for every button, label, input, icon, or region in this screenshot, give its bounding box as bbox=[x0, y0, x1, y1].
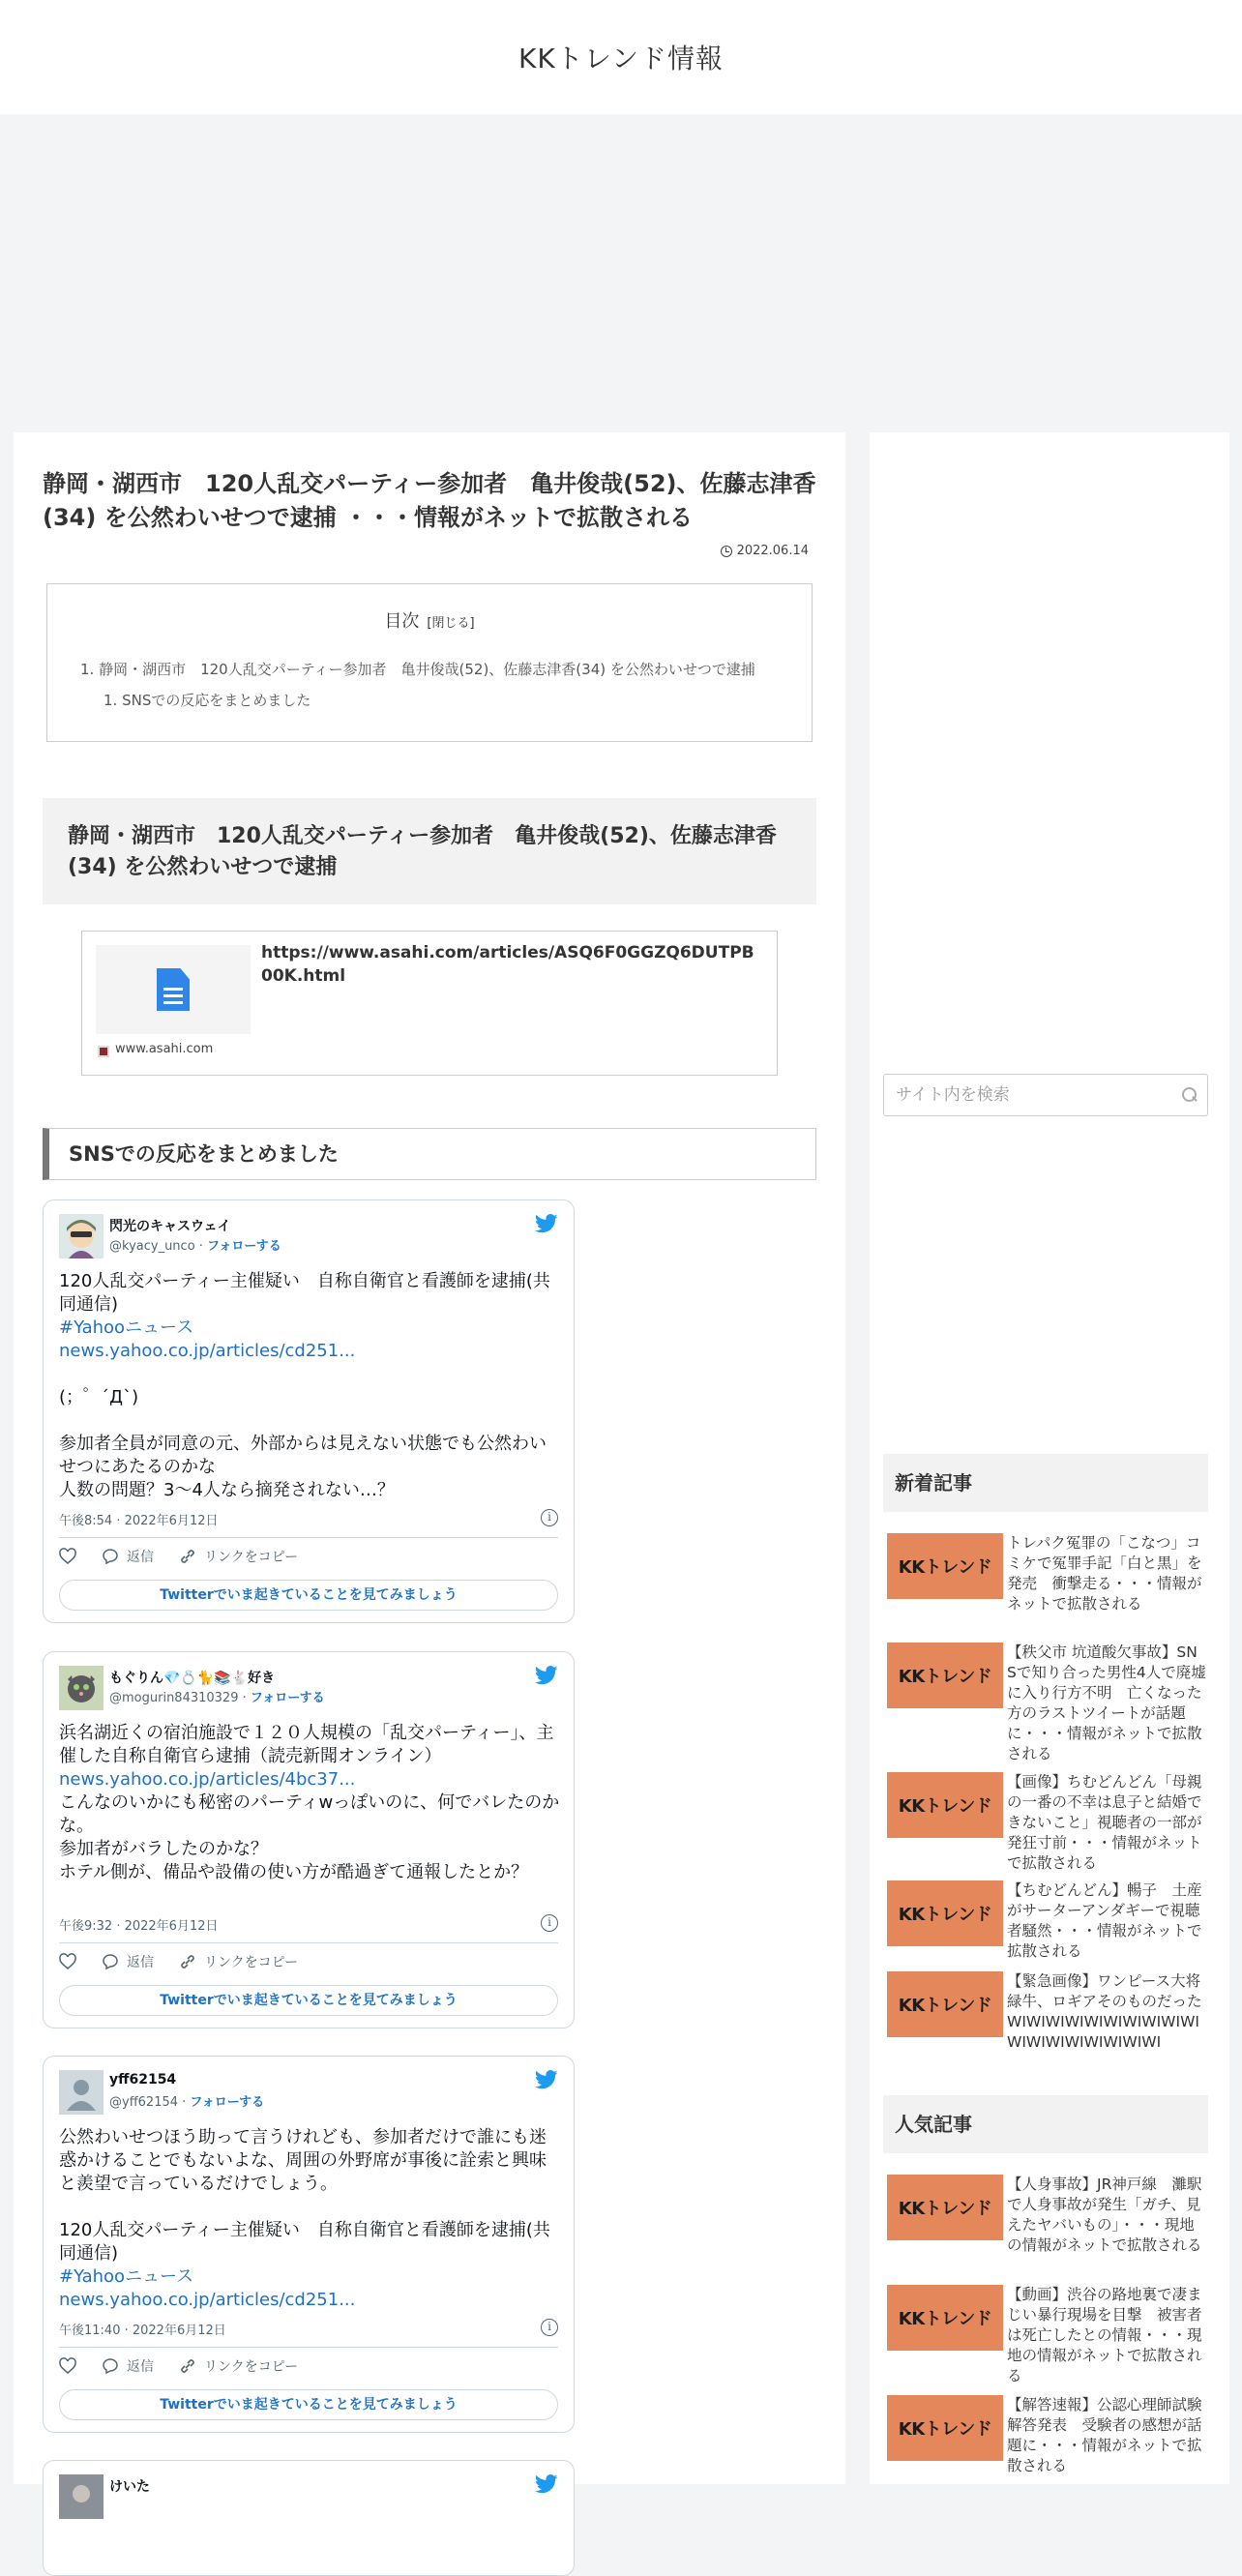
follow-button[interactable]: フォローする bbox=[250, 1691, 325, 1705]
reply-label: 返信 bbox=[127, 2359, 154, 2375]
search-icon[interactable] bbox=[1182, 1087, 1198, 1103]
like-button[interactable] bbox=[59, 2358, 76, 2374]
twitter-cta-button[interactable]: Twitterでいま起きていることを見てみましょう bbox=[59, 1985, 558, 2016]
follow-button[interactable]: フォローする bbox=[190, 2095, 265, 2110]
article-thumbnail[interactable]: KKトレンド bbox=[887, 2175, 1003, 2240]
table-of-contents bbox=[46, 583, 813, 742]
tweet-url-link[interactable]: news.yahoo.co.jp/articles/cd251... bbox=[59, 2290, 356, 2310]
reply-icon bbox=[102, 2358, 119, 2374]
article-title-link[interactable]: 【緊急画像】ワンピース大将緑牛、ロギアそのものだった WIWIWIWIWIWIWIWIWIWIWIWIWIWIWIWIWIWI bbox=[1007, 1972, 1202, 2051]
link-card-thumbnail bbox=[96, 945, 251, 1034]
reply-label: 返信 bbox=[127, 1955, 154, 1970]
twitter-bird-icon[interactable] bbox=[535, 2070, 558, 2089]
post-date-text: 2022.06.14 bbox=[736, 544, 809, 558]
new-article-item[interactable] bbox=[887, 1880, 1206, 1962]
tweet-actions bbox=[59, 1952, 323, 1971]
tweet-actions bbox=[59, 2356, 323, 2376]
popular-articles-heading: 人気記事 bbox=[883, 2095, 1208, 2153]
hashtag-link[interactable]: #Yahooニュース bbox=[59, 1318, 194, 1338]
twitter-cta-button[interactable]: Twitterでいま起きていることを見てみましょう bbox=[59, 2389, 558, 2420]
twitter-bird-icon[interactable] bbox=[535, 2474, 558, 2494]
reply-button[interactable] bbox=[102, 1547, 154, 1566]
handle-text[interactable]: @yff62154 bbox=[109, 2095, 179, 2110]
favicon-icon bbox=[98, 1046, 109, 1057]
reply-button[interactable] bbox=[102, 2356, 154, 2376]
toc-toggle-link[interactable]: [閉じる] bbox=[427, 616, 475, 631]
popular-article-item[interactable] bbox=[887, 2175, 1206, 2256]
subsection-heading: SNSでの反応をまとめました bbox=[43, 1128, 816, 1180]
info-icon[interactable]: i bbox=[541, 1509, 558, 1526]
reply-button[interactable] bbox=[102, 1952, 154, 1971]
clock-icon bbox=[721, 546, 732, 557]
article-thumbnail[interactable]: KKトレンド bbox=[887, 1880, 1003, 1946]
tweet-author-name[interactable]: yff62154 bbox=[109, 2072, 177, 2087]
tweet-url-link[interactable]: news.yahoo.co.jp/articles/cd251... bbox=[59, 1341, 356, 1361]
tweet-author-handle: @mogurin84310329 · フォローする bbox=[109, 1691, 325, 1705]
tweet-author-name[interactable]: もぐりん💎💍🐈📚🐇好き bbox=[109, 1671, 276, 1686]
article-thumbnail[interactable]: KKトレンド bbox=[887, 1643, 1003, 1708]
handle-text[interactable]: @mogurin84310329 bbox=[109, 1691, 239, 1705]
section-heading: 静岡・湖西市 120人乱交パーティー参加者 亀井俊哉(52)、佐藤志津香(34) を公然わいせつで逮捕 bbox=[43, 798, 816, 904]
hashtag-link[interactable]: #Yahooニュース bbox=[59, 2266, 194, 2287]
article-title-link[interactable]: 【秩父市 坑道酸欠事故】SNSで知り合った男性4人で廃墟に入り行方不明 亡くなった方のラストツイートが話題に・・・情報がネットで拡散される bbox=[1007, 1643, 1206, 1762]
tweet-timestamp[interactable]: 午後11:40 · 2022年6月12日 bbox=[59, 2324, 226, 2338]
avatar[interactable] bbox=[59, 1666, 104, 1710]
tweet-body: 120人乱交パーティー主催疑い 自称自衛官と看護師を逮捕(共同通信) bbox=[59, 1271, 550, 1315]
article-title-link[interactable]: 【ちむどんどん】暢子 土産がサーターアンダギーで視聴者騒然・・・情報がネットで拡散される bbox=[1007, 1881, 1202, 1960]
main-content bbox=[14, 432, 845, 2495]
ad-banner-area bbox=[0, 114, 1242, 433]
toc-title: 目次 bbox=[384, 611, 420, 632]
popular-article-item[interactable] bbox=[887, 2285, 1206, 2386]
twitter-cta-button[interactable]: Twitterでいま起きていることを見てみましょう bbox=[59, 1580, 558, 1611]
reply-icon bbox=[102, 1954, 119, 1969]
handle-text[interactable]: @kyacy_unco bbox=[109, 1239, 195, 1254]
sidebar bbox=[870, 432, 1229, 2484]
article-thumbnail[interactable]: KKトレンド bbox=[887, 1971, 1003, 2037]
tweet-timestamp[interactable]: 午後9:32 · 2022年6月12日 bbox=[59, 1919, 219, 1934]
article-title: 静岡・湖西市 120人乱交パーティー参加者 亀井俊哉(52)、佐藤志津香(34) を公然わいせつで逮捕 ・・・情報がネットで拡散される bbox=[43, 470, 816, 531]
new-article-item[interactable] bbox=[887, 1772, 1206, 1874]
tweet-author-handle: @yff62154 · フォローする bbox=[109, 2095, 265, 2110]
tweet-url-link[interactable]: news.yahoo.co.jp/articles/4bc37... bbox=[59, 1769, 356, 1790]
heart-icon bbox=[59, 2358, 76, 2374]
divider bbox=[59, 2347, 558, 2348]
avatar[interactable] bbox=[59, 2474, 104, 2519]
follow-button[interactable]: フォローする bbox=[207, 1239, 281, 1254]
tweet-actions bbox=[59, 1547, 323, 1566]
tweet-body: 公然わいせつほう助って言うけれども、参加者だけで誰にも迷惑かけることでもないよな、周囲の外野席が事後に詮索と興味と羨望で言っているだけでしょう。 120人乱交パーティー主催疑い 自称自衛官と看護師を逮捕(共同通信) bbox=[59, 2127, 550, 2264]
info-icon[interactable]: i bbox=[541, 1914, 558, 1932]
divider bbox=[59, 1942, 558, 1943]
new-article-item[interactable] bbox=[887, 1971, 1206, 2053]
link-card-site: www.asahi.com bbox=[115, 1042, 214, 1056]
site-title[interactable]: KKトレンド情報 bbox=[518, 43, 724, 74]
tweet-text bbox=[59, 1722, 562, 1884]
heart-icon bbox=[59, 1549, 76, 1564]
tweet-body: (；゜´Д`) 参加者全員が同意の元、外部からは見えない状態でも公然わいせつにあたるのかな 人数の問題？3〜4人なら摘発されない…？ bbox=[59, 1387, 547, 1500]
reply-icon bbox=[102, 1549, 119, 1564]
tweet-text bbox=[59, 1270, 562, 1502]
search-input[interactable] bbox=[884, 1075, 1165, 1115]
article-title-link[interactable]: 【動画】渋谷の路地裏で凄まじい暴行現場を目撃 被害者は死亡したとの情報・・・現地の情報がネットで拡散される bbox=[1007, 2286, 1202, 2384]
copy-link-button[interactable] bbox=[179, 1952, 298, 1971]
new-articles-heading: 新着記事 bbox=[883, 1454, 1208, 1512]
tweet-timestamp[interactable]: 午後8:54 · 2022年6月12日 bbox=[59, 1514, 219, 1528]
heart-icon bbox=[59, 1954, 76, 1969]
article-thumbnail[interactable]: KKトレンド bbox=[887, 1533, 1003, 1599]
post-date bbox=[721, 544, 809, 558]
article-title-link[interactable]: 【解答速報】公認心理師試験 解答発表 受験者の感想が話題に・・・情報がネットで拡散される bbox=[1007, 2396, 1218, 2474]
reply-label: 返信 bbox=[127, 1550, 154, 1565]
copy-link-label: リンクをコピー bbox=[204, 2359, 299, 2375]
tweet-author-handle: @kyacy_unco · フォローする bbox=[109, 1239, 281, 1254]
embedded-tweet bbox=[43, 1651, 575, 2028]
tweet-author-name[interactable]: 閃光のキャスウェイ bbox=[109, 1219, 231, 1234]
info-icon[interactable]: i bbox=[541, 2319, 558, 2336]
tweet-author-name[interactable]: けいた bbox=[109, 2479, 150, 2495]
avatar[interactable] bbox=[59, 2070, 104, 2115]
new-article-item[interactable] bbox=[887, 1643, 1206, 1764]
article-title-link[interactable]: 【人身事故】JR神戸線 灘駅で人身事故が発生「ガチ、見えたヤバいもの」・・・現地の情報がネットで拡散される bbox=[1007, 2176, 1202, 2254]
article-thumbnail[interactable]: KKトレンド bbox=[887, 1772, 1003, 1838]
copy-link-button[interactable] bbox=[179, 2356, 298, 2376]
embedded-tweet bbox=[43, 2460, 575, 2576]
copy-link-label: リンクをコピー bbox=[204, 1955, 299, 1970]
new-article-item[interactable] bbox=[887, 1533, 1206, 1614]
article-title-link[interactable]: 【画像】ちむどんどん「母親の一番の不幸は息子と結婚できないこと」視聴者の一部が発狂寸前・・・情報がネットで拡散される bbox=[1007, 1773, 1202, 1872]
like-button[interactable] bbox=[59, 1954, 76, 1969]
twitter-bird-icon[interactable] bbox=[535, 1666, 558, 1685]
site-header bbox=[0, 0, 1242, 114]
tweet-body: 浜名湖近くの宿泊施設で１２０人規模の「乱交パーティー」、主催した自称自衛官ら逮捕（読売新聞オンライン） bbox=[59, 1723, 554, 1766]
toc-subitem[interactable]: 1. SNSでの反応をまとめました bbox=[104, 692, 311, 709]
popular-article-item[interactable] bbox=[887, 2395, 1218, 2476]
toc-heading bbox=[47, 607, 812, 633]
article-thumbnail[interactable]: KKトレンド bbox=[887, 2285, 1003, 2351]
avatar[interactable] bbox=[59, 1214, 104, 1258]
like-button[interactable] bbox=[59, 1549, 76, 1564]
copy-link-label: リンクをコピー bbox=[204, 1550, 299, 1565]
copy-link-button[interactable] bbox=[179, 1547, 298, 1566]
link-card[interactable] bbox=[81, 931, 778, 1076]
embedded-tweet bbox=[43, 1199, 575, 1623]
tweet-body: こんなのいかにも秘密のパーティwっぽいのに、何でバレたのかな。 参加者がバラしたのかな？ ホテル側が、備品や設備の使い方が酷過ぎて通報したとか？ bbox=[59, 1792, 560, 1882]
document-icon bbox=[157, 968, 190, 1011]
link-icon bbox=[179, 1953, 196, 1970]
toc-list bbox=[80, 654, 755, 716]
link-card-title[interactable]: https://www.asahi.com/articles/ASQ6F0GGZQ6DUTPB00K.html bbox=[261, 943, 754, 986]
article-title-link[interactable]: トレパク冤罪の「こなつ」コミケで冤罪手記「白と黒」を発売 衝撃走る・・・情報がネットで拡散される bbox=[1007, 1534, 1202, 1613]
tweet-text bbox=[59, 2126, 562, 2312]
twitter-bird-icon[interactable] bbox=[535, 1214, 558, 1233]
article-thumbnail[interactable]: KKトレンド bbox=[887, 2395, 1003, 2461]
divider bbox=[59, 1537, 558, 1538]
link-icon bbox=[179, 1548, 196, 1565]
site-search bbox=[883, 1074, 1208, 1116]
embedded-tweet bbox=[43, 2056, 575, 2433]
toc-item[interactable]: 1. 静岡・湖西市 120人乱交パーティー参加者 亀井俊哉(52)、佐藤志津香(34) を公然わいせつで逮捕 bbox=[80, 661, 755, 678]
link-icon bbox=[179, 2357, 196, 2375]
